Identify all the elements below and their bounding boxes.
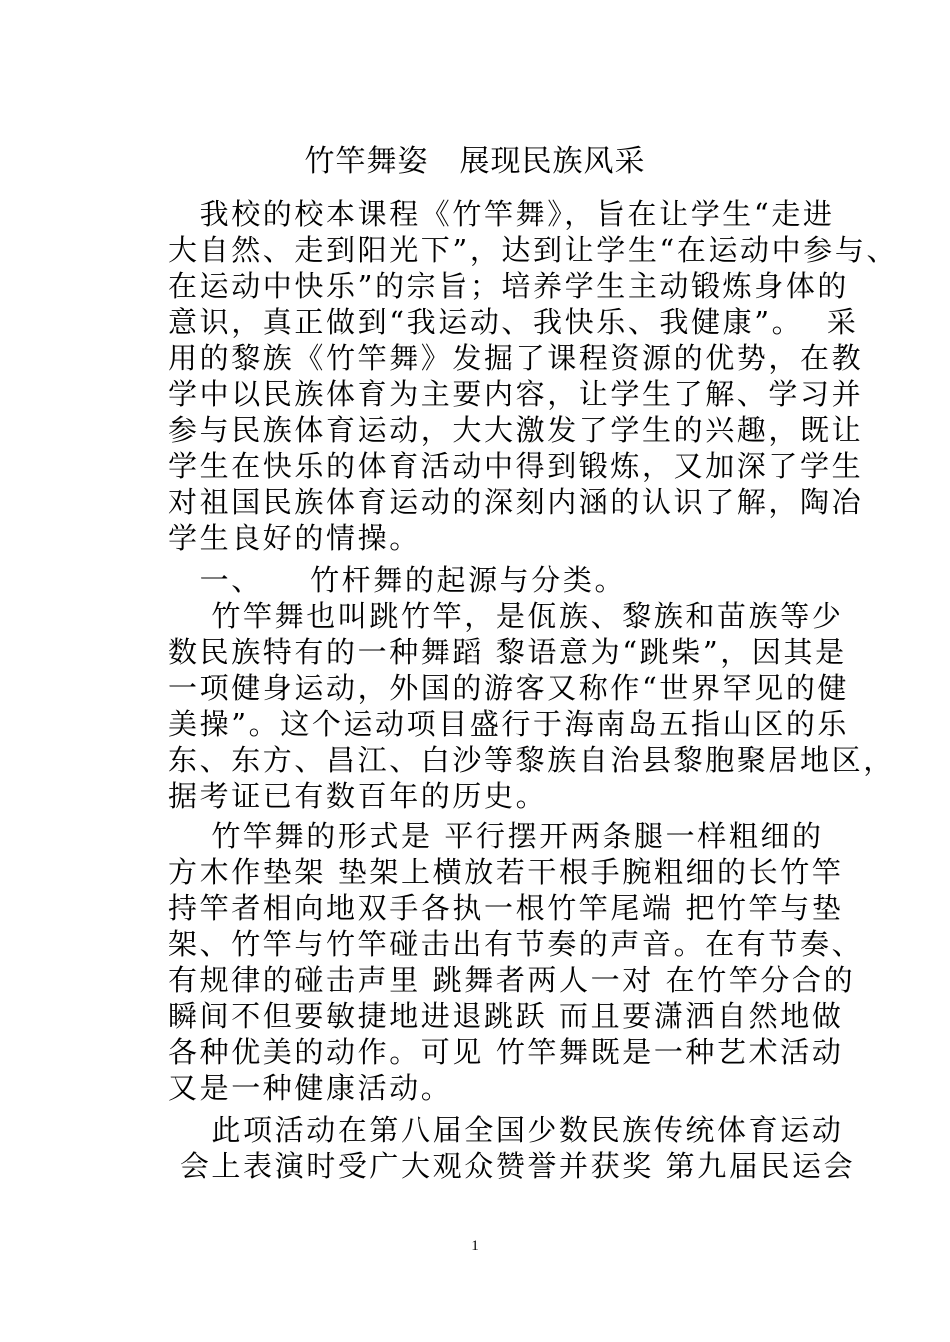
paragraph-line: 数民族特有的一种舞蹈 黎语意为“跳柴”，因其是 bbox=[168, 635, 847, 669]
paragraph-line: 会上表演时受广大观众赞誉并获奖 第九届民运会 bbox=[168, 1149, 856, 1183]
paragraph-line: 大自然、走到阳光下”，达到让学生“在运动中参与、 bbox=[168, 233, 899, 267]
paragraph-line: 意识，真正做到“我运动、我快乐、我健康”。 采 bbox=[168, 305, 859, 339]
paragraph-line: 参与民族体育运动，大大激发了学生的兴趣，既让 bbox=[168, 413, 864, 447]
paragraph-line: 东、东方、昌江、白沙等黎族自治县黎胞聚居地区， bbox=[168, 743, 895, 777]
paragraph-line: 瞬间不但要敏捷地进退跳跃 而且要潇洒自然地做 bbox=[168, 999, 844, 1033]
paragraph-line: 据考证已有数百年的历史。 bbox=[168, 779, 548, 813]
page-title: 竹竿舞姿 展现民族风采 bbox=[304, 144, 646, 179]
paragraph-line: 学中以民族体育为主要内容，让学生了解、学习并 bbox=[168, 377, 864, 411]
paragraph-line: 在运动中快乐”的宗旨；培养学生主动锻炼身体的 bbox=[168, 269, 850, 303]
paragraph-line: 持竿者相向地双手各执一根竹竿尾端 把竹竿与垫 bbox=[168, 891, 844, 925]
paragraph-line: 一项健身运动，外国的游客又称作“世界罕见的健 bbox=[168, 671, 850, 705]
paragraph-line: 竹竿舞的形式是 平行摆开两条腿一样粗细的 bbox=[168, 819, 824, 853]
paragraph-line: 架、竹竿与竹竿碰击出有节奏的声音。在有节奏、 bbox=[168, 927, 864, 961]
paragraph-line: 用的黎族《竹竿舞》发掘了课程资源的优势，在教 bbox=[168, 341, 864, 375]
paragraph-line: 各种优美的动作。可见 竹竿舞既是一种艺术活动 bbox=[168, 1035, 844, 1069]
section-heading: 一、 竹杆舞的起源与分类。 bbox=[168, 563, 627, 597]
page-number: 1 bbox=[471, 1238, 479, 1254]
paragraph-line: 方木作垫架 垫架上横放若干根手腕粗细的长竹竿 bbox=[168, 855, 844, 889]
paragraph-line: 学生在快乐的体育活动中得到锻炼，又加深了学生 bbox=[168, 449, 864, 483]
paragraph-line: 有规律的碰击声里 跳舞者两人一对 在竹竿分合的 bbox=[168, 963, 856, 997]
paragraph-line: 竹竿舞也叫跳竹竿，是佤族、黎族和苗族等少 bbox=[168, 599, 844, 633]
paragraph-line: 我校的校本课程《竹竿舞》，旨在让学生“走进 bbox=[168, 197, 835, 231]
paragraph-line: 此项活动在第八届全国少数民族传统体育运动 bbox=[168, 1113, 844, 1147]
paragraph-line: 又是一种健康活动。 bbox=[168, 1071, 453, 1105]
paragraph-line: 学生良好的情操。 bbox=[168, 521, 421, 555]
paragraph-line: 美操”。这个运动项目盛行于海南岛五指山区的乐 bbox=[168, 707, 850, 741]
paragraph-line: 对祖国民族体育运动的深刻内涵的认识了解，陶冶 bbox=[168, 485, 864, 519]
